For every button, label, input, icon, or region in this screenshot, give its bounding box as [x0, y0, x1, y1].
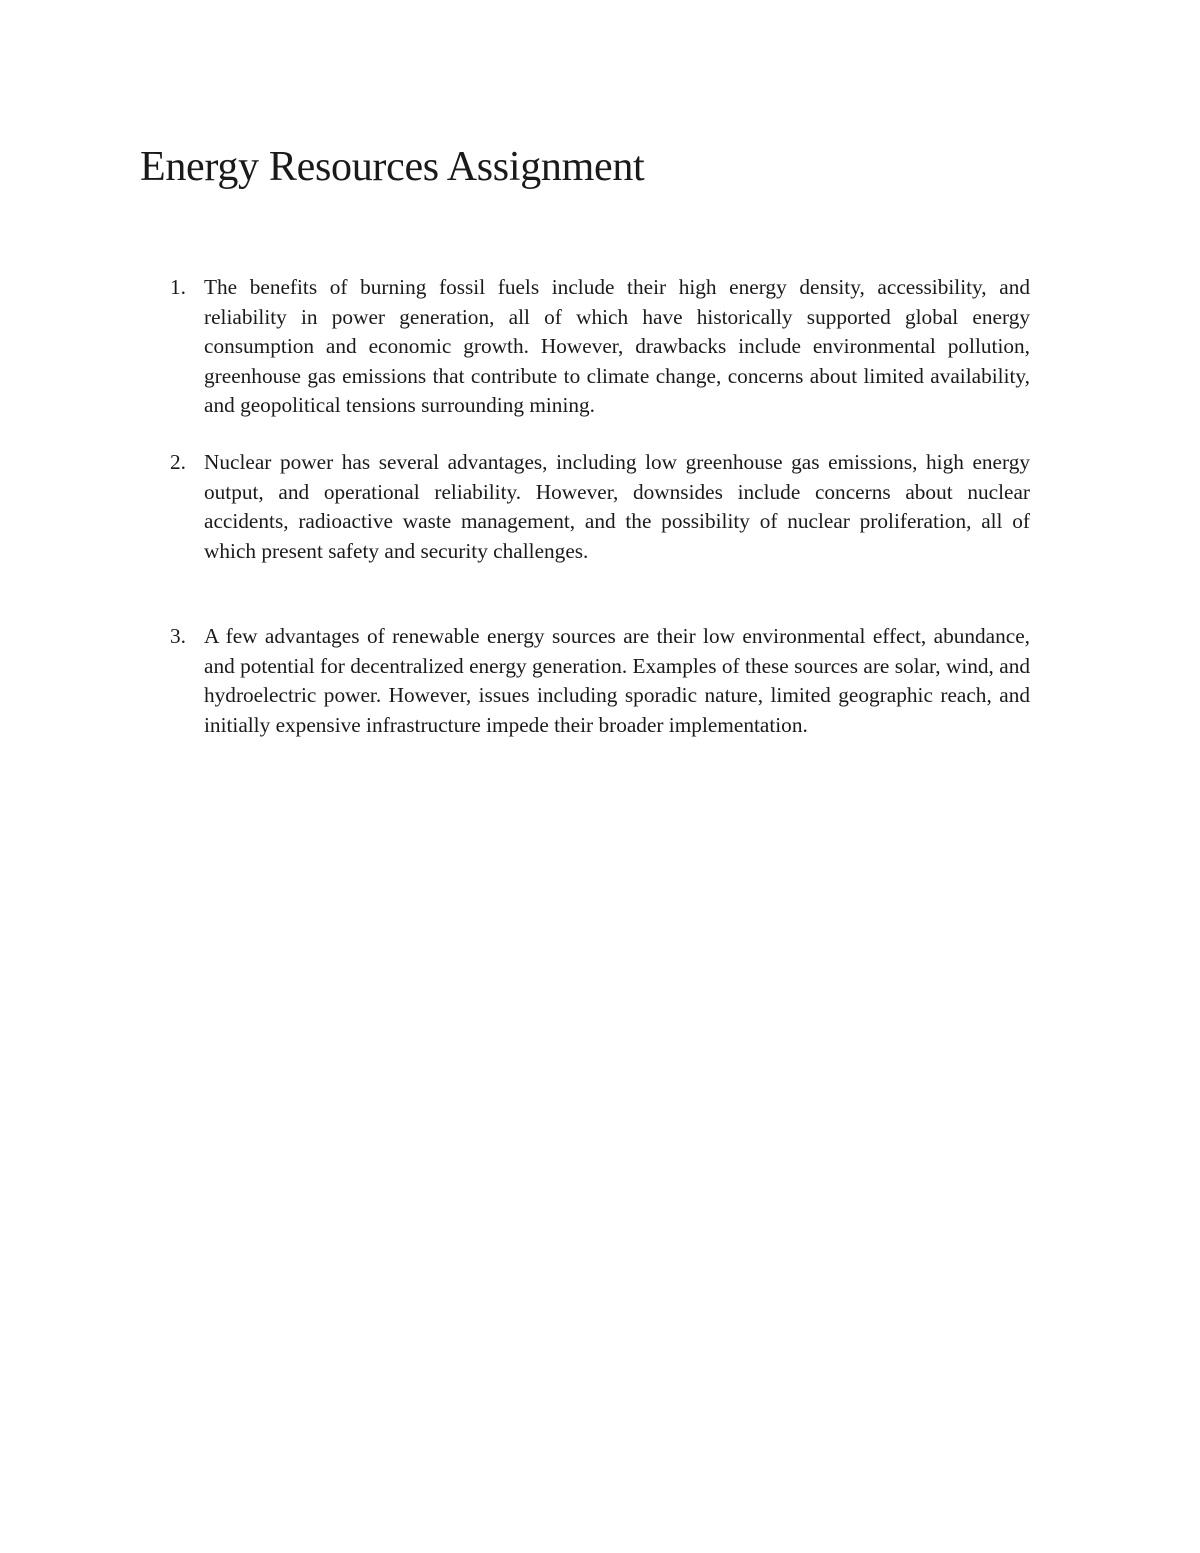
list-item-number: 2.	[170, 450, 186, 474]
document-title: Energy Resources Assignment	[140, 144, 645, 190]
list-item-number: 3.	[170, 624, 186, 648]
list-item-text: Nuclear power has several advantages, including low greenhouse gas emissions, high energy output, and operational reliability. However, downsides include concerns about nuclear accidents, radioactive waste management, and the possibility of nuclear proliferation, all of which present safety and security challenges.	[204, 450, 1030, 563]
list-item-text: A few advantages of renewable energy sources are their low environmental effect, abundance, and potential for decentralized energy generation. Examples of these sources are solar, wind, and hydroelectric power. However, issues including sporadic nature, limited geographic reach, and initially expensive infrastructure impede their broader implementation.	[204, 624, 1030, 737]
list-item-text: The benefits of burning fossil fuels include their high energy density, accessibility, and reliability in power generation, all of which have historically supported global energy consumption and economic growth. However, drawbacks include environmental pollution, greenhouse gas emissions that contribute to climate change, concerns about limited availability, and geopolitical tensions surrounding mining.	[204, 275, 1030, 417]
list-item-number: 1.	[170, 275, 186, 299]
